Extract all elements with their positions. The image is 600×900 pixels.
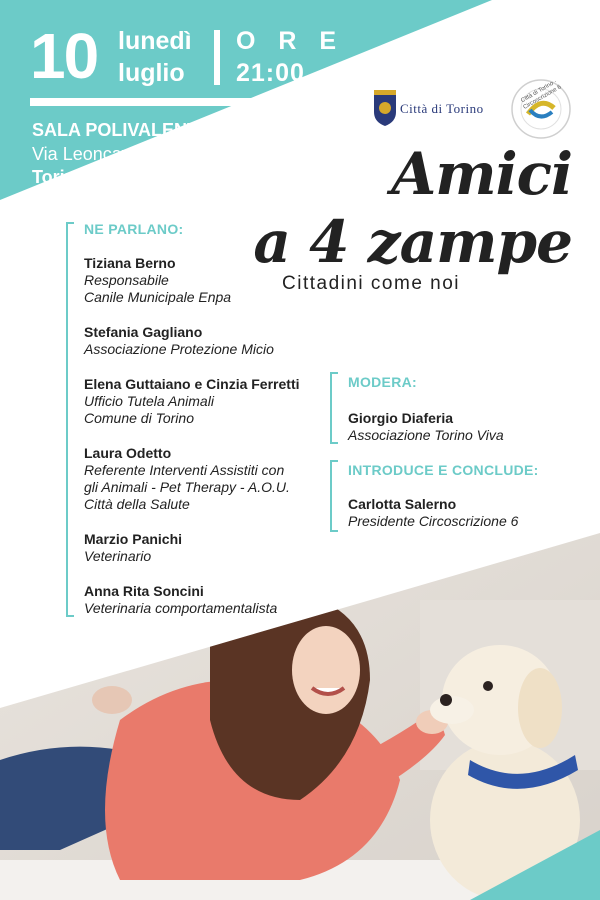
moderator-role: Associazione Torino Viva bbox=[348, 427, 504, 443]
event-time: 21:00 bbox=[236, 59, 305, 87]
event-subtitle: Cittadini come noi bbox=[282, 273, 461, 294]
time-label: O R E bbox=[236, 27, 345, 55]
event-weekday: lunedì bbox=[118, 27, 192, 55]
event-month: luglio bbox=[118, 59, 185, 87]
city-logo-text: Città di Torino bbox=[400, 101, 484, 116]
speaker-role: Canile Municipale Enpa bbox=[84, 289, 232, 305]
speaker-role: Città della Salute bbox=[84, 496, 190, 512]
moderator-name: Giorgio Diaferia bbox=[348, 410, 454, 426]
speaker-name: Tiziana Berno bbox=[84, 255, 176, 271]
speaker-name: Marzio Panichi bbox=[84, 531, 183, 547]
speaker-name: Anna Rita Soncini bbox=[84, 583, 204, 599]
venue-address: Via Leoncavallo, n. 23 bbox=[32, 144, 209, 164]
introducer-role: Presidente Circoscrizione 6 bbox=[348, 513, 519, 529]
speaker-name: Laura Odetto bbox=[84, 445, 172, 461]
speaker-name: Elena Guttaiano e Cinzia Ferretti bbox=[84, 376, 300, 392]
speakers-label: NE PARLANO: bbox=[84, 221, 184, 237]
speaker-role: Comune di Torino bbox=[84, 410, 194, 426]
event-title-line-1: Amici bbox=[391, 140, 572, 208]
introducer-label: INTRODUCE E CONCLUDE: bbox=[348, 462, 539, 478]
moderator-label: MODERA: bbox=[348, 374, 417, 390]
speaker-role: gli Animali - Pet Therapy - A.O.U. bbox=[84, 479, 290, 495]
district-logo-text: Città di Torino · Circoscrizione 6 bbox=[520, 78, 563, 111]
event-day-number: 10 bbox=[30, 20, 98, 92]
venue-city: Torino bbox=[32, 167, 87, 187]
speaker-role: Ufficio Tutela Animali bbox=[84, 393, 214, 409]
speaker-name: Stefania Gagliano bbox=[84, 324, 203, 340]
speaker-role: Veterinario bbox=[84, 548, 152, 564]
venue-name: SALA POLIVALENTE bbox=[32, 120, 211, 140]
event-title-line-2: a 4 zampe bbox=[253, 208, 572, 276]
speaker-role: Referente Interventi Assistiti con bbox=[84, 462, 285, 478]
speaker-role: Veterinaria comportamentalista bbox=[84, 600, 278, 616]
speaker-role: Associazione Protezione Micio bbox=[84, 341, 274, 357]
speaker-role: Responsabile bbox=[84, 272, 169, 288]
introducer-name: Carlotta Salerno bbox=[348, 496, 457, 512]
